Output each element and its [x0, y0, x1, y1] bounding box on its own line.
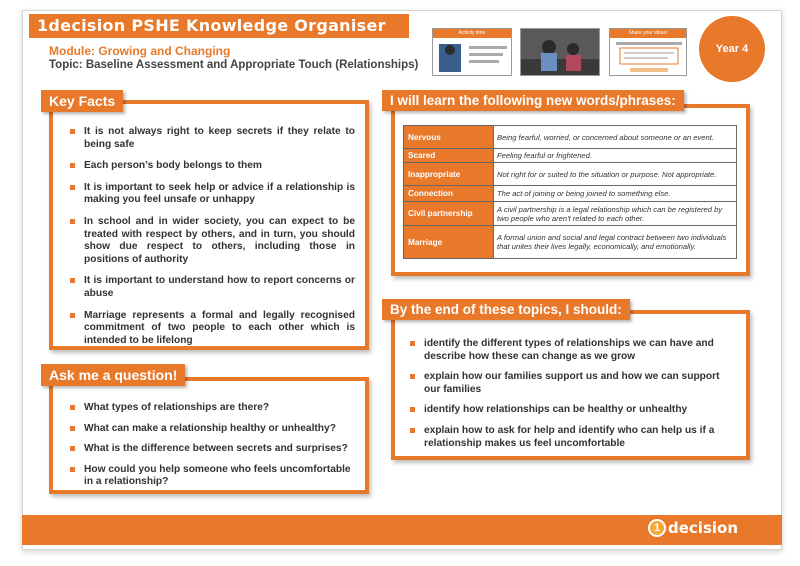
- vocab-definition: Not right for or suited to the situation or purpose. Not appropriate.: [494, 163, 737, 186]
- list-item: What types of relationships are there?: [68, 402, 360, 415]
- end-of-topic-list: [408, 338, 738, 458]
- thumbnail-caption: Activity time: [458, 30, 486, 36]
- vocab-definition: A formal union and social and legal contract between two individuals that unites their lives legally, economically, and emotionally.: [494, 226, 737, 259]
- thumbnail-illustration: [433, 38, 512, 76]
- list-item: Marriage represents a formal and legally recognised commitment of two people to each other which is intended to be lifelong: [68, 310, 355, 348]
- table-row: [404, 163, 737, 186]
- table-row: [404, 186, 737, 202]
- key-facts-list: [68, 126, 355, 356]
- vocab-definition: A civil partnership is a legal relationship which can be registered by two people who aren't related to each other.: [494, 202, 737, 226]
- thumbnail-illustration: [610, 38, 687, 76]
- vocab-term: Inappropriate: [404, 163, 494, 186]
- list-item: What can make a relationship healthy or unhealthy?: [68, 423, 360, 436]
- table-row: [404, 126, 737, 149]
- ask-question-heading: Ask me a question!: [41, 364, 185, 386]
- table-row: [404, 226, 737, 259]
- vocab-definition: Being fearful, worried, or concerned about someone or an event.: [494, 126, 737, 149]
- list-item: explain how our families support us and how we can support our families: [408, 371, 738, 396]
- list-item: explain how to ask for help and identify who can help us if a relationship makes us feel uncomfortable: [408, 425, 738, 450]
- vocab-term: Connection: [404, 186, 494, 202]
- year-badge: Year 4: [699, 16, 765, 82]
- ask-question-list: [68, 402, 360, 497]
- key-facts-heading: Key Facts: [41, 90, 123, 112]
- vocab-term: Nervous: [404, 126, 494, 149]
- logo-wordmark: decision: [668, 519, 738, 537]
- brand-logo: [648, 519, 738, 537]
- module-label: Module: Growing and Changing: [49, 44, 231, 58]
- thumbnail-activity: [432, 28, 512, 76]
- list-item: identify how relationships can be healthy or unhealthy: [408, 404, 738, 417]
- list-item: identify the different types of relationships we can have and describe how these can change as we grow: [408, 338, 738, 363]
- vocab-table: [403, 125, 737, 259]
- vocab-heading: I will learn the following new words/phrases:: [382, 90, 684, 111]
- thumbnail-share: [609, 28, 687, 76]
- vocab-definition: Feeling fearful or frightened.: [494, 149, 737, 163]
- vocab-term: Scared: [404, 149, 494, 163]
- page-title: 1decision PSHE Knowledge Organiser: [37, 16, 386, 35]
- table-row: [404, 149, 737, 163]
- vocab-term: Marriage: [404, 226, 494, 259]
- list-item: It is important to understand how to report concerns or abuse: [68, 275, 355, 300]
- list-item: It is not always right to keep secrets if they relate to being safe: [68, 126, 355, 151]
- end-of-topic-heading: By the end of these topics, I should:: [382, 299, 630, 320]
- thumbnail-caption: Share your ideas!: [628, 30, 668, 36]
- thumbnail-photo-image: [521, 29, 600, 76]
- topic-label: Topic: Baseline Assessment and Appropriate Touch (Relationships): [49, 59, 419, 71]
- thumbnail-photo: [520, 28, 600, 76]
- list-item: What is the difference between secrets and surprises?: [68, 443, 360, 456]
- vocab-definition: The act of joining or being joined to something else.: [494, 186, 737, 202]
- table-row: [404, 202, 737, 226]
- logo-mark: 1: [648, 519, 666, 537]
- list-item: It is important to seek help or advice if a relationship is making you feel unsafe or unhappy: [68, 182, 355, 207]
- vocab-term: Civil partnership: [404, 202, 494, 226]
- list-item: How could you help someone who feels uncomfortable in a relationship?: [68, 464, 360, 489]
- list-item: Each person’s body belongs to them: [68, 160, 355, 173]
- list-item: In school and in wider society, you can expect to be treated with respect by others, and in turn, you should show due respect to others, including those in positions of authority: [68, 216, 355, 266]
